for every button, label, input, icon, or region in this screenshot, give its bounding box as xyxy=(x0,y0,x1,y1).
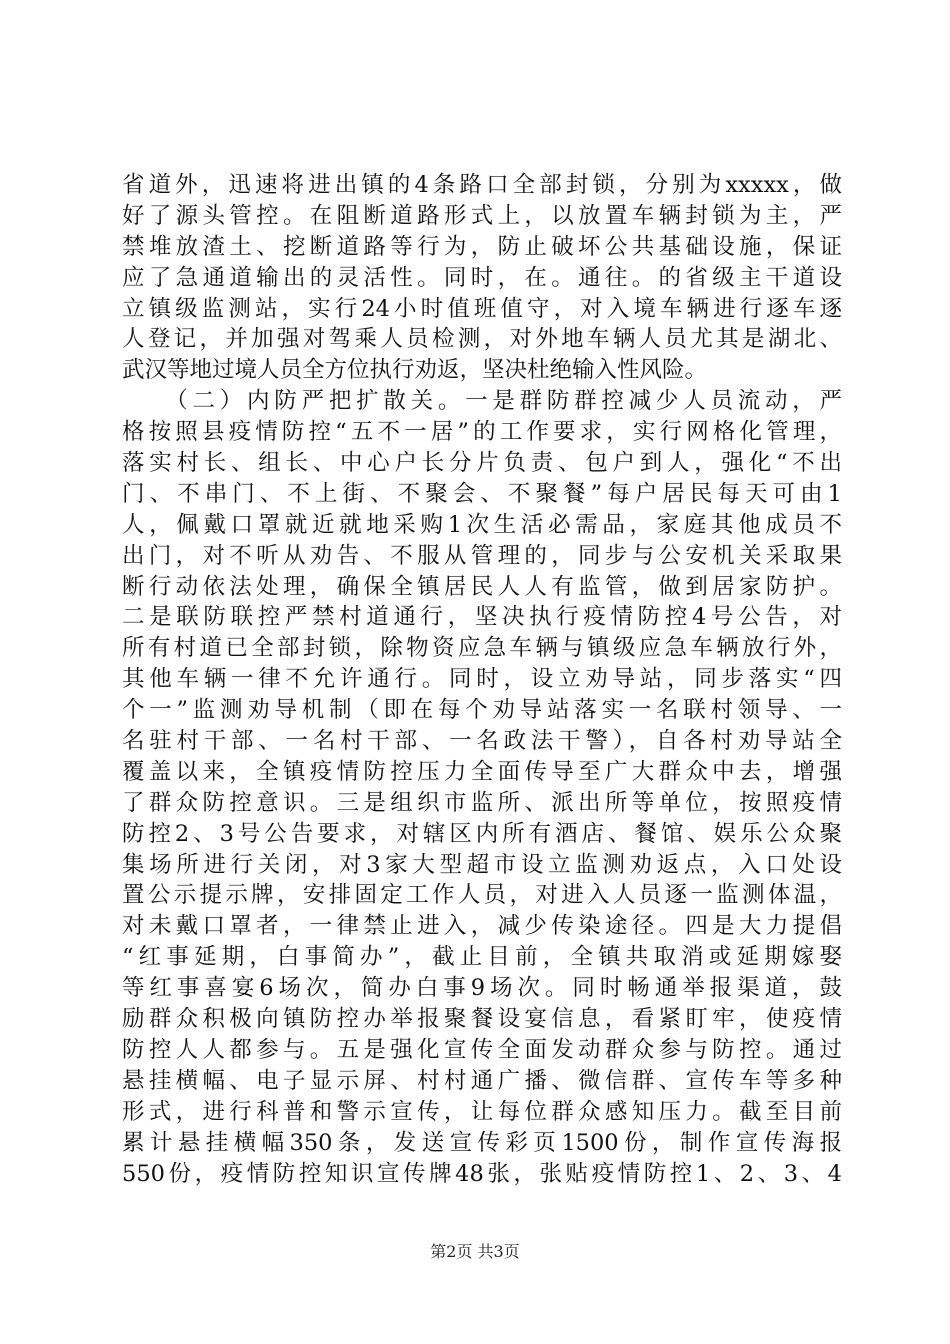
text-line: 应了急通道输出的灵活性。同时，在。通往。的省级主干道设 xyxy=(122,264,842,291)
text-line: 累计悬挂横幅350条，发送宣传彩页1500份，制作宣传海报 xyxy=(122,1129,842,1156)
text-line: 所有村道已全部封锁，除物资应急车辆与镇级应急车辆放行外， xyxy=(122,635,842,662)
text-line: 名驻村干部、一名村干部、一名政法干警），自各村劝导站全 xyxy=(122,728,842,755)
text-line: 格按照县疫情防控“五不一居”的工作要求，实行网格化管理， xyxy=(122,419,842,446)
text-line: 悬挂横幅、电子显示屏、村村通广播、微信群、宣传车等多种 xyxy=(122,1067,842,1094)
text-line: 落实村长、组长、中心户长分片负责、包户到人，强化“不出 xyxy=(122,450,842,477)
text-line: 励群众积极向镇防控办举报聚餐设宴信息，看紧盯牢，使疫情 xyxy=(122,1006,842,1033)
text-line: “红事延期，白事简办”，截止目前，全镇共取消或延期嫁娶 xyxy=(122,944,842,971)
text-line: 对未戴口罩者，一律禁止进入，减少传染途径。四是大力提倡 xyxy=(122,913,842,940)
page-footer: 第2页 共3页 xyxy=(430,1242,520,1261)
text-line: 武汉等地过境人员全方位执行劝返，坚决杜绝输入性风险。 xyxy=(122,357,708,384)
text-line: （二）内防严把扩散关。一是群防群控减少人员流动，严 xyxy=(122,388,842,415)
text-line: 人登记，并加强对驾乘人员检测，对外地车辆人员尤其是湖北、 xyxy=(122,326,842,353)
text-line: 形式，进行科普和警示宣传，让每位群众感知压力。截至目前 xyxy=(122,1098,842,1125)
text-line: 立镇级监测站，实行24小时值班值守，对入境车辆进行逐车逐 xyxy=(122,295,842,322)
text-line: 个一”监测劝导机制（即在每个劝导站落实一名联村领导、一 xyxy=(122,697,842,724)
text-line: 集场所进行关闭，对3家大型超市设立监测劝返点，入口处设 xyxy=(122,851,842,878)
text-line: 防控人人都参与。五是强化宣传全面发动群众参与防控。通过 xyxy=(122,1036,842,1063)
text-line: 防控2、3号公告要求，对辖区内所有酒店、餐馆、娱乐公众聚 xyxy=(122,820,842,847)
text-line: 出门，对不听从劝告、不服从管理的，同步与公安机关采取果 xyxy=(122,542,842,569)
text-line: 其他车辆一律不允许通行。同时，设立劝导站，同步落实“四 xyxy=(122,666,842,693)
text-line: 门、不串门、不上街、不聚会、不聚餐”每户居民每天可由1 xyxy=(122,480,842,507)
body-text xyxy=(122,170,842,1189)
text-line: 置公示提示牌，安排固定工作人员，对进入人员逐一监测体温， xyxy=(122,882,842,909)
text-line: 好了源头管控。在阻断道路形式上，以放置车辆封锁为主，严 xyxy=(122,202,842,229)
text-line: 等红事喜宴6场次，简办白事9场次。同时畅通举报渠道，鼓 xyxy=(122,975,842,1002)
text-line: 省道外，迅速将进出镇的4条路口全部封锁，分别为xxxxx，做 xyxy=(122,172,842,198)
text-line: 二是联防联控严禁村道通行，坚决执行疫情防控4号公告，对 xyxy=(122,604,842,631)
text-line: 了群众防控意识。三是组织市监所、派出所等单位，按照疫情 xyxy=(122,789,842,816)
text-line: 断行动依法处理，确保全镇居民人人有监管，做到居家防护。 xyxy=(122,573,842,600)
text-line: 禁堆放渣土、挖断道路等行为，防止破坏公共基础设施，保证 xyxy=(122,233,842,260)
text-line: 覆盖以来，全镇疫情防控压力全面传导至广大群众中去，增强 xyxy=(122,758,842,785)
text-line: 550份，疫情防控知识宣传牌48张，张贴疫情防控1、2、3、4 xyxy=(122,1160,842,1187)
text-line: 人，佩戴口罩就近就地采购1次生活必需品，家庭其他成员不 xyxy=(122,511,842,538)
